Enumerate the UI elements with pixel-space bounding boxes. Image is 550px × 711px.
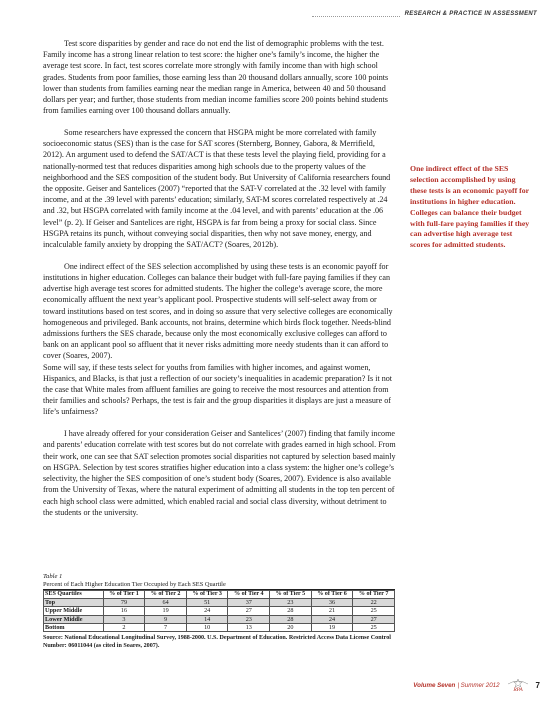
table-cell: 64 [145,599,187,607]
table-header-row [44,591,395,599]
body-paragraph: I have already offered for your consideration Geiser and Santelices’ (2007) finding that family income and parents’ education correlate with test scores but do not correlate with grades earned in high school. From their work, one can see that SAT selection promotes social disparities not captured by selection based mainly on HSGPA. Selection by test scores stratifies higher education into a class system: the higher one’s college’s selectivity, the higher the SES composition of one’s student body (Soares, 2007). Evidence is also available from the University of Texas, where the natural experiment of admitting all students in the top ten percent of each high school class were admitted, which enabled racial and social class diversity, without detriment to the students or the university. [43,429,396,517]
table-row-label: Top [44,599,104,607]
table-cell: 25 [353,623,395,631]
table-caption: Table 1 [43,573,63,580]
table-cell: 25 [353,607,395,615]
table-cell: 37 [228,599,270,607]
table-cell: 51 [186,599,228,607]
table-cell: 19 [145,607,187,615]
table-cell: 16 [103,607,145,615]
table-row-label: Lower Middle [44,615,104,623]
body-paragraph: One indirect effect of the SES selection accomplished by using these tests is an economic payoff for institutions in higher education. Colleges can balance their budget with full-fare paying families if they can advertise high average test scores for admitted students. The higher the college’s average score, the more economically affluent the next year’s applicant pool. Prospective students will self-select away from or toward institutions based on test scores, and in doing so assure that very selective colleges are economically homogeneous and privileged. Bank accounts, not brains, determine which birds flock together. Needs-blind admissions furthers the SES charade, because only the most economically exclusive colleges can afford to bank on an applicant pool so affluent that it never risks admitting more needy students than it can afford to cover (Soares, 2007). [43,261,393,361]
table-column-header: % of Tier 3 [186,591,228,599]
table-title: Percent of Each Higher Education Tier Occupied by Each SES Quartile [43,581,395,590]
table-row [44,623,395,631]
rpa-logo-icon [505,678,531,692]
table-row-label: Upper Middle [44,607,104,615]
table-cell: 23 [270,599,312,607]
table-cell: 2 [103,623,145,631]
data-table-block [43,573,395,650]
table-column-header: % of Tier 5 [270,591,312,599]
table-cell: 27 [353,615,395,623]
table-cell: 14 [186,615,228,623]
ses-tier-table [43,590,395,632]
table-cell: 24 [311,615,353,623]
table-cell: 36 [311,599,353,607]
table-cell: 3 [103,615,145,623]
logo-text: RPA [512,687,523,692]
table-cell: 28 [270,607,312,615]
table-cell: 22 [353,599,395,607]
table-row-label: Bottom [44,623,104,631]
table-cell: 23 [228,615,270,623]
table-cell: 28 [270,615,312,623]
issue-label: | Summer 2012 [457,681,500,689]
table-source-note: Source: National Educational Longitudinal Survey, 1988-2000. U.S. Department of Education. Restricted Access Data License Control Number: 06011044 (as cited in Soares, 2007). [43,635,391,650]
table-column-header: SES Quartiles [44,591,104,599]
table-cell: 24 [186,607,228,615]
table-row [44,599,395,607]
table-cell: 19 [311,623,353,631]
table-cell: 79 [103,599,145,607]
body-paragraph: Some will say, if these tests select for youths from families with higher incomes, and against women, Hispanics, and Blacks, is that just a reflection of our society’s inequalities in academic preparation? Is it not the case that White males from affluent families are going to receive the most resources and attention from their families and schools? Perhaps, the test is fair and the group disparities it displays are just a measure of life’s unfairness? [43,362,393,417]
table-cell: 27 [228,607,270,615]
running-header [312,7,537,21]
body-paragraph: Some researchers have expressed the concern that HSGPA might be more correlated with family socioeconomic status (SES) than is the case for SAT scores (Sternberg, Bonney, Gabora, & Merrifield, 2012). An argument used to defend the SAT/ACT is that these tests level the playing field, providing for a nationally-normed test that reduces disparities among high schools due to the property values of the neighborhood and the SES composition of the student body. But University of California researchers found the opposite. Geiser and Santelices (2007) “reported that the SAT-V correlated at the .32 level with family income, and at the .39 level with parents’ education; similarly, SAT-M scores correlated respectively at .24 and .32, but HSGPA correlated with family income at the .04 level, and with parents’ education at the .06 level” (p. 2). If Geiser and Santelices are right, HSGPA is far from being a proxy for social class. Since HSGPA retains its punch, without conveying social disparities, then why not save money, energy, and incalculable family anxiety by dropping the SAT/ACT? (Soares, 2012b). [43,128,391,250]
table-column-header: % of Tier 2 [145,591,187,599]
table-row [44,615,395,623]
table-cell: 13 [228,623,270,631]
table-column-header: % of Tier 6 [311,591,353,599]
page-number: 7 [535,680,540,690]
table-cell: 20 [270,623,312,631]
table-cell: 7 [145,623,187,631]
table-column-header: % of Tier 7 [353,591,395,599]
table-cell: 10 [186,623,228,631]
table-column-header: % of Tier 4 [228,591,270,599]
article-body [43,38,397,529]
table-row [44,607,395,615]
table-column-header: % of Tier 1 [103,591,145,599]
page-footer [395,678,540,692]
table-cell: 21 [311,607,353,615]
body-paragraph: Test score disparities by gender and race do not end the list of demographic problems with the test. Family income has a strong linear relation to test score: the higher one’s family’s income, the higher the average test score. In fact, test scores correlate more strongly with family income than with high school grades. Students from poor families, those earning less than 20 thousand dollars annually, score 100 points lower than students from families earning near the median range in America, between 40 and 50 thousand dollars per year; and further, those students from median income families score 200 points behind students from families earning over 100 thousand dollars annually. [43,39,389,116]
pull-quote: One indirect effect of the SES selection accomplished by using these tests is an economic payoff for institutions in higher education. Colleges can balance their budget with full-fare paying families if they can advertise high average test scores for admitted students. [410,164,530,250]
volume-label: Volume Seven [413,681,456,689]
table-cell: 9 [145,615,187,623]
running-head-title: RESEARCH & PRACTICE IN ASSESSMENT [404,11,537,17]
header-dotted-rule [312,11,400,17]
